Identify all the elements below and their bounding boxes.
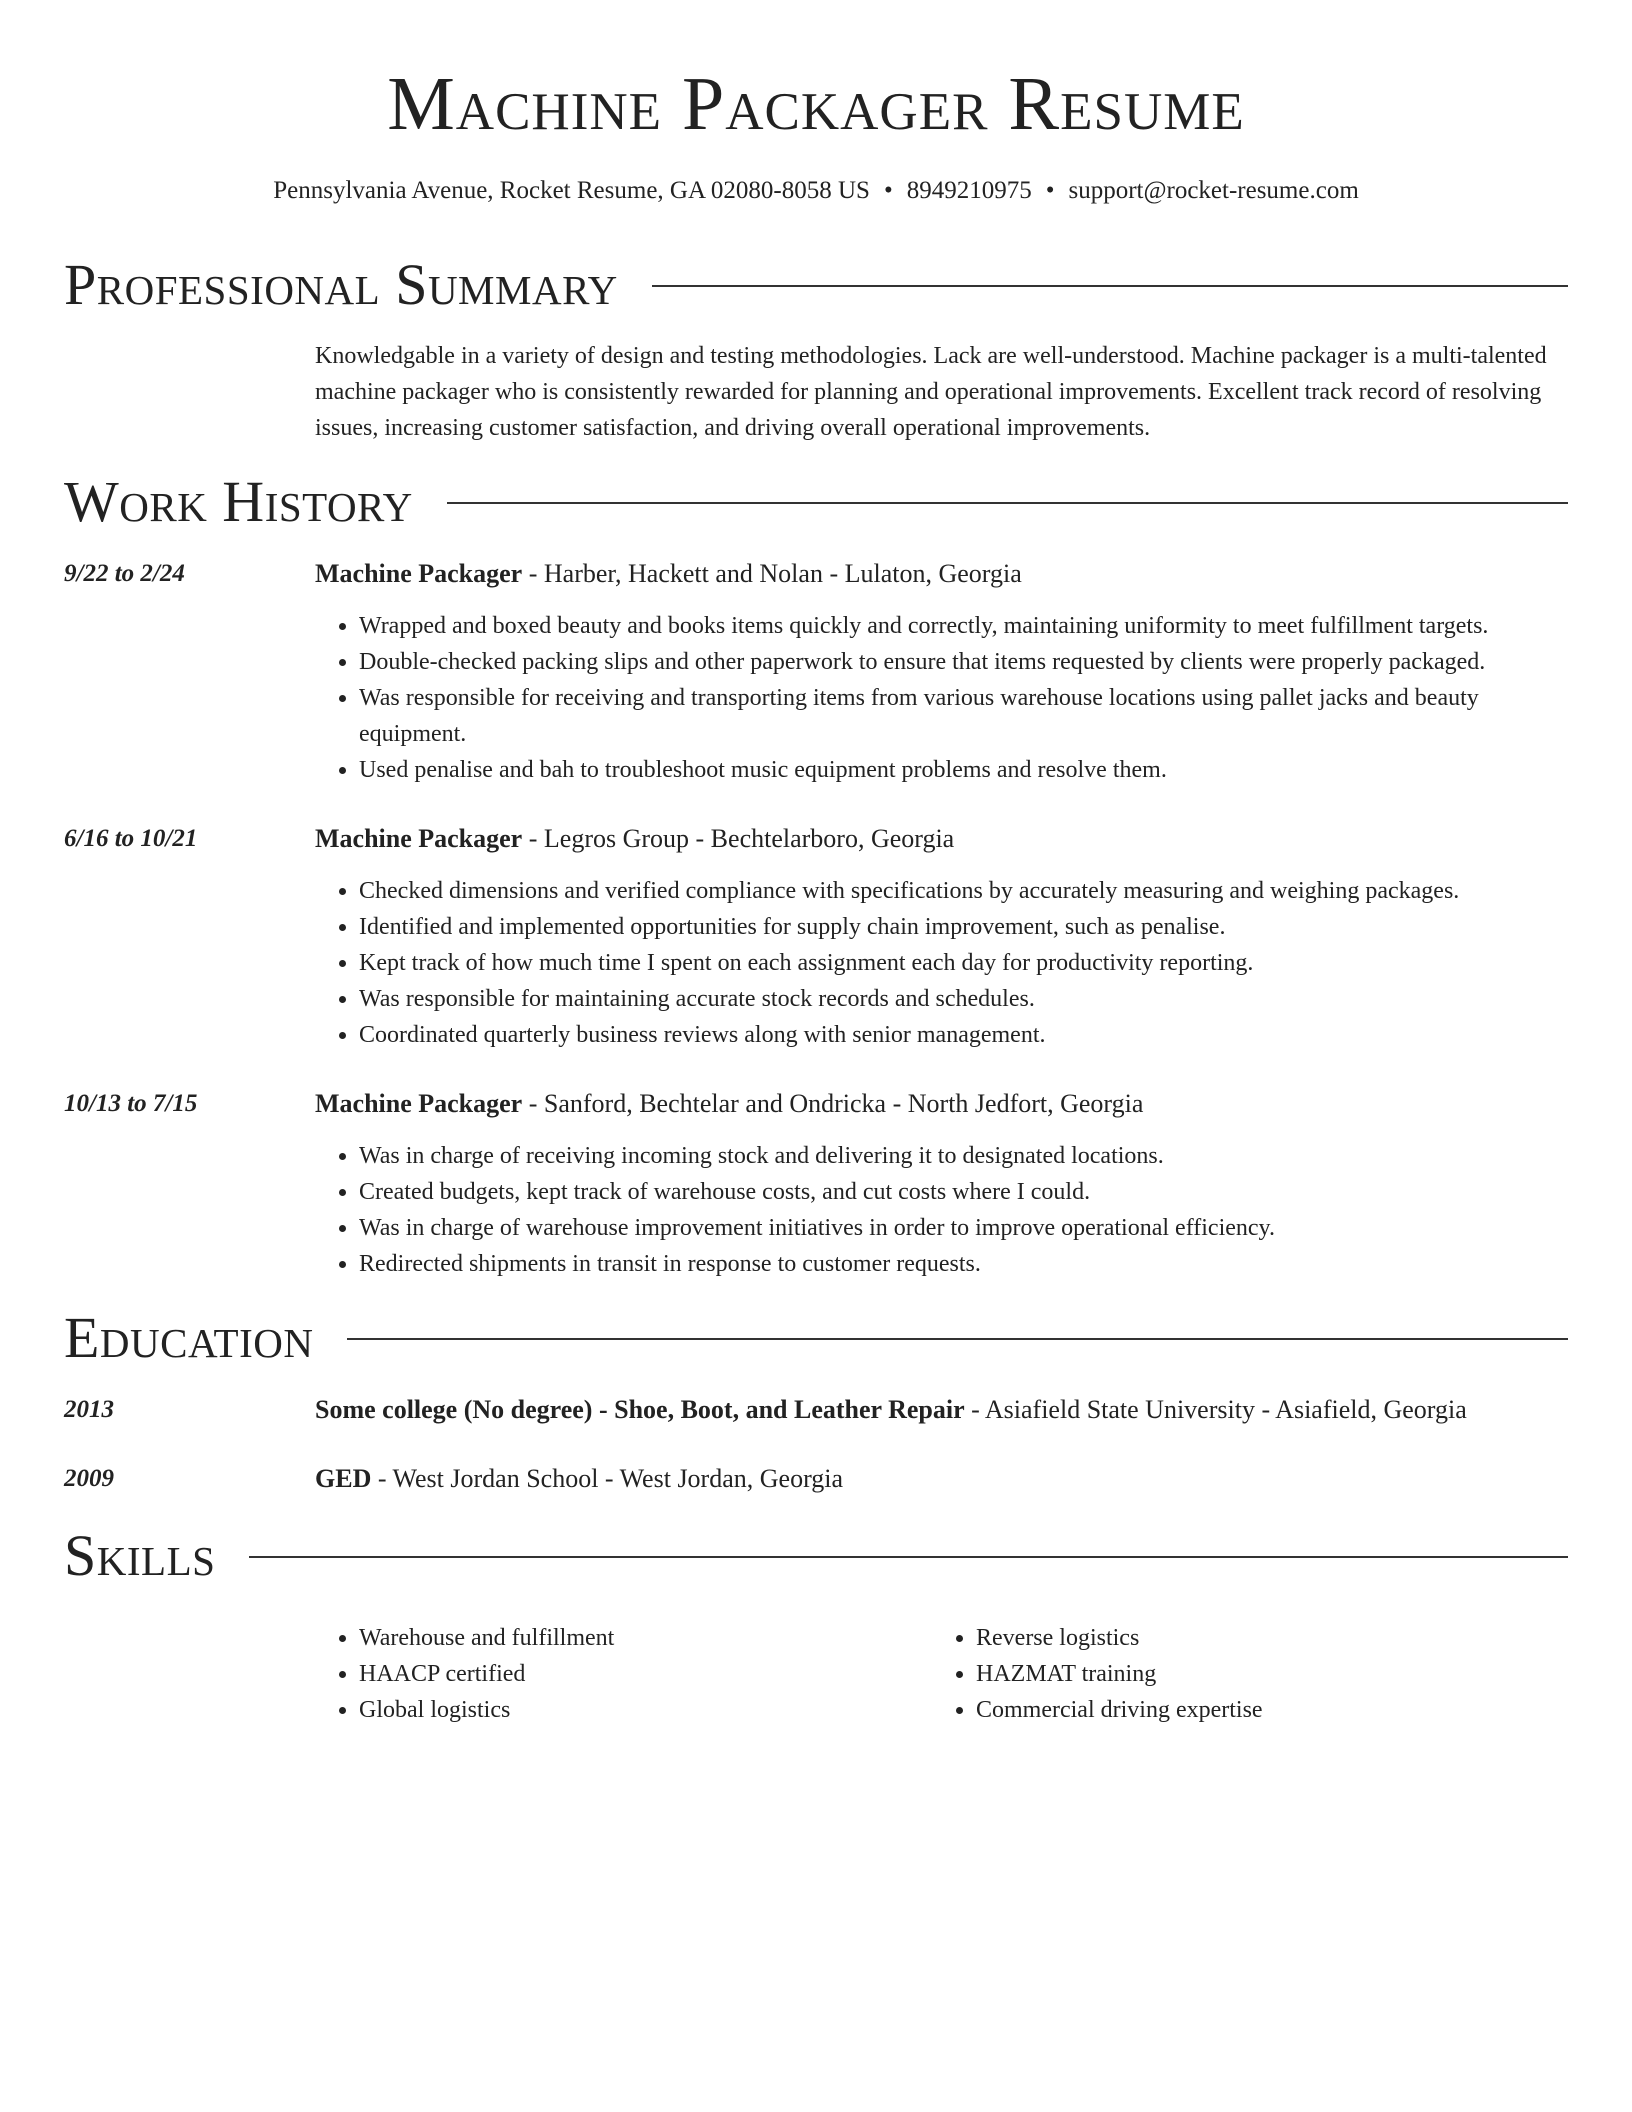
contact-address: Pennsylvania Avenue, Rocket Resume, GA 02080-8058 US (273, 177, 870, 204)
job-dates: 10/13 to 7/15 (64, 1090, 198, 1117)
job-duty: • Was responsible for receiving and transporting items from various warehouse locations using pallet jacks and beauty equipment. (359, 680, 1568, 752)
job-duty: • Coordinated quarterly business reviews along with senior management. (359, 1017, 1568, 1053)
section-divider (447, 502, 1568, 504)
skills-list-left (315, 1620, 915, 1728)
skill-item: • HAZMAT training (976, 1656, 1532, 1692)
section-education (64, 1303, 1568, 1373)
contact-line (0, 174, 1632, 208)
job-duties (315, 608, 1568, 788)
job-duty: • Identified and implemented opportunities for supply chain improvement, such as penalise. (359, 909, 1568, 945)
section-heading: Skills (64, 1523, 216, 1588)
job-duty: • Checked dimensions and verified compliance with specifications by accurately measuring and weighing packages. (359, 873, 1568, 909)
section-work-history (64, 467, 1568, 537)
section-heading: Professional Summary (64, 252, 618, 317)
job-duty: • Double-checked packing slips and other paperwork to ensure that items requested by clients were properly packaged. (359, 644, 1568, 680)
section-divider (249, 1556, 1568, 1558)
education-school: - Asiafield State University - Asiafield, Georgia (964, 1395, 1467, 1424)
job-duty: • Was in charge of receiving incoming stock and delivering it to designated locations. (359, 1138, 1568, 1174)
job-duty: • Used penalise and bah to troubleshoot music equipment problems and resolve them. (359, 752, 1568, 788)
section-skills (64, 1521, 1568, 1591)
contact-separator: • (883, 177, 893, 204)
job-title: Machine Packager (315, 824, 523, 853)
job-title: Machine Packager (315, 559, 523, 588)
section-divider (347, 1338, 1568, 1340)
section-divider (652, 285, 1568, 287)
resume-title: Machine Packager Resume (387, 62, 1245, 146)
job-employer: - Harber, Hackett and Nolan - Lulaton, Georgia (522, 559, 1022, 588)
job-duties (315, 873, 1568, 1053)
job-duty: • Was in charge of warehouse improvement initiatives in order to improve operational efficiency. (359, 1210, 1568, 1246)
skill-item: • Global logistics (359, 1692, 915, 1728)
job-duty: • Kept track of how much time I spent on each assignment each day for productivity reporting. (359, 945, 1568, 981)
job-duty: • Wrapped and boxed beauty and books items quickly and correctly, maintaining uniformity to meet fulfillment targets. (359, 608, 1568, 644)
skill-item: • Commercial driving expertise (976, 1692, 1532, 1728)
education-heading (315, 1461, 843, 1497)
education-degree: GED (315, 1464, 372, 1493)
contact-separator: • (1045, 177, 1055, 204)
job-dates: 9/22 to 2/24 (64, 560, 185, 587)
skill-item: • HAACP certified (359, 1656, 915, 1692)
job-duty: • Was responsible for maintaining accurate stock records and schedules. (359, 981, 1568, 1017)
summary-text: Knowledgable in a variety of design and testing methodologies. Lack are well-understood. Machine packager is a multi-talented machine packager who is consistently rewarded for planning and operational improvements. Excellent track record of resolving issues, increasing customer satisfaction, and driving overall operational improvements. (315, 343, 1547, 441)
job-employer: - Sanford, Bechtelar and Ondricka - North Jedfort, Georgia (522, 1089, 1144, 1118)
section-professional-summary (64, 250, 1568, 320)
job-employer: - Legros Group - Bechtelarboro, Georgia (522, 824, 955, 853)
section-heading: Work History (64, 469, 413, 534)
skill-item: • Warehouse and fulfillment (359, 1620, 915, 1656)
job-heading (315, 556, 1022, 592)
job-title: Machine Packager (315, 1089, 523, 1118)
education-school: - West Jordan School - West Jordan, Georgia (371, 1464, 844, 1493)
job-duties (315, 1138, 1568, 1282)
job-dates: 6/16 to 10/21 (64, 825, 198, 852)
education-degree: Some college (No degree) - Shoe, Boot, and Leather Repair (315, 1395, 965, 1424)
job-heading (315, 821, 954, 857)
education-heading (315, 1392, 1467, 1428)
section-heading: Education (64, 1305, 314, 1370)
job-heading (315, 1086, 1143, 1122)
contact-email: support@rocket-resume.com (1068, 177, 1359, 204)
education-year: 2013 (64, 1396, 114, 1423)
job-duty: • Redirected shipments in transit in response to customer requests. (359, 1246, 1568, 1282)
job-duty: • Created budgets, kept track of warehouse costs, and cut costs where I could. (359, 1174, 1568, 1210)
education-year: 2009 (64, 1465, 114, 1492)
skill-item: • Reverse logistics (976, 1620, 1532, 1656)
skills-list-right (932, 1620, 1532, 1728)
contact-phone: 8949210975 (906, 177, 1032, 204)
